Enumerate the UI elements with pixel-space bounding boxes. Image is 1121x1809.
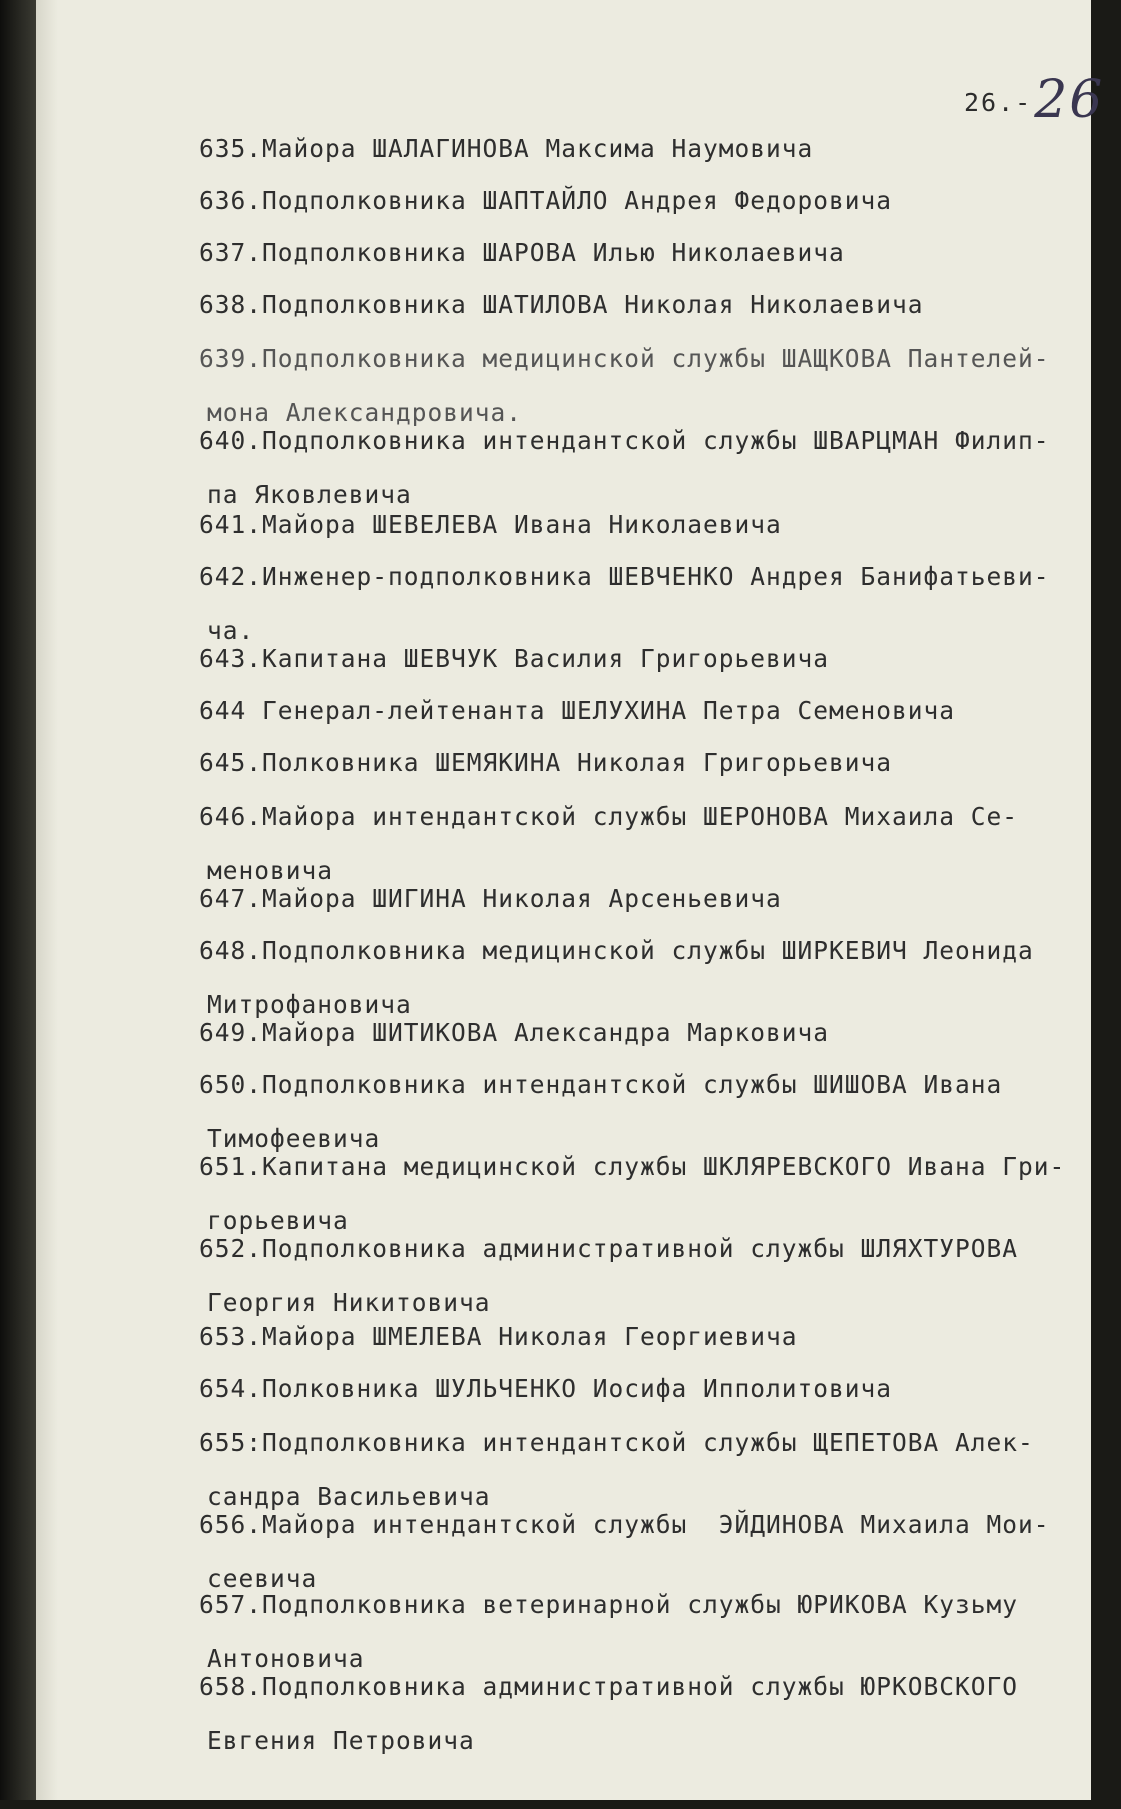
entry-text: Подполковника медицинской службы ШАЩКОВА Пантелей- bbox=[262, 344, 1050, 373]
entry-number: 651. bbox=[199, 1152, 263, 1181]
entry-continuation: па Яковлевича bbox=[207, 480, 412, 509]
entry-number: 638. bbox=[199, 290, 263, 319]
entry-text: Майора ШМЕЛЕВА Николая Георгиевича bbox=[262, 1322, 798, 1351]
entry-text: Подполковника ШАПТАЙЛО Андрея Федоровича bbox=[262, 186, 893, 215]
entry-text: Подполковника интендантской службы ШИШОВА Ивана bbox=[262, 1070, 1003, 1099]
entry-number: 648. bbox=[199, 936, 263, 965]
binding-strip bbox=[0, 0, 36, 1800]
entry-text: Майора интендантской службы ШЕРОНОВА Михаила Се- bbox=[262, 802, 1019, 831]
entry-number: 655: bbox=[199, 1428, 263, 1457]
entry-number: 636. bbox=[199, 186, 263, 215]
entry-text: Генерал-лейтенанта ШЕЛУХИНА Петра Семеновича bbox=[262, 696, 956, 725]
entry-number: 641. bbox=[199, 510, 263, 539]
entry-text: Капитана медицинской службы ШКЛЯРЕВСКОГО Ивана Гри- bbox=[262, 1152, 1066, 1181]
entry-continuation: Георгия Никитовича bbox=[207, 1288, 491, 1317]
entry-number: 656. bbox=[199, 1510, 263, 1539]
entry-continuation: Антоновича bbox=[207, 1644, 365, 1673]
entry-number: 640. bbox=[199, 426, 263, 455]
entry-text: Подполковника административной службы ЮРКОВСКОГО bbox=[262, 1672, 1019, 1701]
entry-continuation: ча. bbox=[207, 616, 255, 645]
entry-text: Подполковника интендантской службы ЩЕПЕТОВА Алек- bbox=[262, 1428, 1034, 1457]
entry-text: Подполковника интендантской службы ШВАРЦМАН Филип- bbox=[262, 426, 1050, 455]
entry-number: 639. bbox=[199, 344, 263, 373]
entry-text: Подполковника ветеринарной службы ЮРИКОВА Кузьму bbox=[262, 1590, 1019, 1619]
entry-number: 644 bbox=[199, 696, 247, 725]
entry-number: 654. bbox=[199, 1374, 263, 1403]
entry-continuation: Митрофановича bbox=[207, 990, 412, 1019]
entry-number: 649. bbox=[199, 1018, 263, 1047]
entry-text: Подполковника медицинской службы ШИРКЕВИЧ Леонида bbox=[262, 936, 1034, 965]
entry-number: 646. bbox=[199, 802, 263, 831]
document-page bbox=[36, 0, 1105, 1800]
entry-text: Майора ШАЛАГИНОВА Максима Наумовича bbox=[262, 134, 814, 163]
entry-continuation: меновича bbox=[207, 856, 334, 885]
entry-number: 650. bbox=[199, 1070, 263, 1099]
entry-continuation: горьевича bbox=[207, 1206, 349, 1235]
entry-text: Подполковника ШАТИЛОВА Николая Николаевича bbox=[262, 290, 924, 319]
entry-text: Инженер-подполковника ШЕВЧЕНКО Андрея Банифатьеви- bbox=[262, 562, 1050, 591]
entry-continuation: мона Александровича. bbox=[207, 398, 523, 427]
entry-continuation: Евгения Петровича bbox=[207, 1726, 475, 1755]
entry-number: 645. bbox=[199, 748, 263, 777]
entry-text: Подполковника административной службы ШЛЯХТУРОВА bbox=[262, 1234, 1019, 1263]
entry-text: Полковника ШУЛЬЧЕНКО Иосифа Ипполитовича bbox=[262, 1374, 893, 1403]
entry-number: 653. bbox=[199, 1322, 263, 1351]
entry-number: 652. bbox=[199, 1234, 263, 1263]
entry-number: 647. bbox=[199, 884, 263, 913]
entry-number: 635. bbox=[199, 134, 263, 163]
list-entry bbox=[136, 1646, 1121, 1808]
entry-number: 658. bbox=[199, 1672, 263, 1701]
entry-text: Майора интендантской службы ЭЙДИНОВА Михаила Мои- bbox=[262, 1510, 1050, 1539]
page-number-typed: 26.- bbox=[964, 88, 1033, 117]
entry-number: 642. bbox=[199, 562, 263, 591]
entry-text: Полковника ШЕМЯКИНА Николая Григорьевича bbox=[262, 748, 893, 777]
entry-number: 643. bbox=[199, 644, 263, 673]
entry-continuation: сандра Васильевича bbox=[207, 1482, 491, 1511]
entry-continuation: сеевича bbox=[207, 1564, 318, 1593]
entry-text: Подполковника ШАРОВА Илью Николаевича bbox=[262, 238, 845, 267]
page-number-handwritten: 26 bbox=[1034, 70, 1105, 130]
entry-number: 637. bbox=[199, 238, 263, 267]
entry-text: Майора ШИГИНА Николая Арсеньевича bbox=[262, 884, 782, 913]
entry-text: Капитана ШЕВЧУК Василия Григорьевича bbox=[262, 644, 830, 673]
entry-continuation: Тимофеевича bbox=[207, 1124, 381, 1153]
entry-text: Майора ШЕВЕЛЕВА Ивана Николаевича bbox=[262, 510, 782, 539]
entry-number: 657. bbox=[199, 1590, 263, 1619]
entry-text: Майора ШИТИКОВА Александра Марковича bbox=[262, 1018, 830, 1047]
